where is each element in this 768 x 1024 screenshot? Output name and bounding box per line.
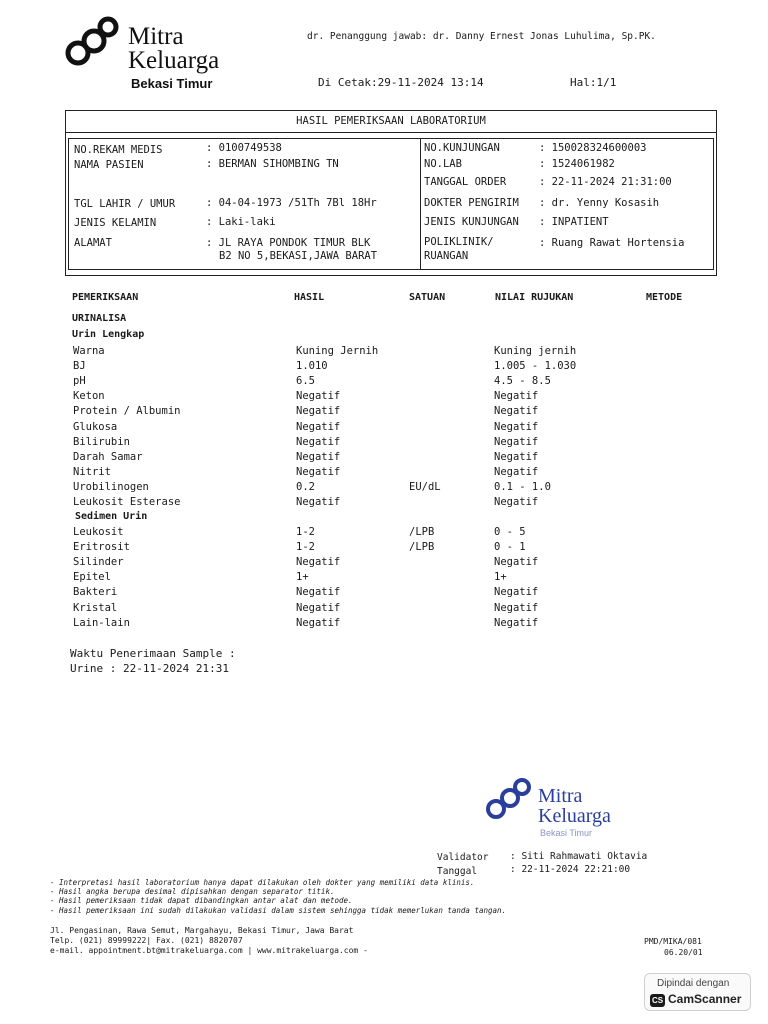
sedimen-unit: /LPB: [409, 526, 435, 538]
footer-code-2: 06.20/01: [664, 948, 703, 957]
referring-doctor-label: DOKTER PENGIRIM: [424, 197, 519, 209]
gender-value: : Laki-laki: [206, 216, 276, 228]
patient-info-box: [65, 110, 717, 276]
urin-name: Glukosa: [73, 420, 118, 433]
urin-ref: Negatif: [494, 496, 539, 508]
urin-result: Negatif: [296, 450, 341, 463]
validated-date-value: : 22-11-2024 22:21:00: [510, 864, 631, 875]
urin-name: Leukosit Esterase: [73, 496, 181, 508]
camscanner-line-1: Dipindai dengan: [657, 978, 730, 989]
sedimen-name: Silinder: [73, 556, 124, 569]
note-2: - Hasil angka berupa desimal dipisahkan dengan separator titik.: [50, 887, 335, 896]
urin-result: Negatif: [296, 420, 341, 433]
urin-name: Warna: [73, 345, 105, 357]
sedimen-ref: 0 - 5: [494, 526, 526, 538]
sedimen-ref: Negatif: [494, 586, 539, 599]
lab-number-value: : 1524061982: [539, 158, 615, 170]
medical-record-label: NO.REKAM MEDIS: [74, 144, 163, 156]
urin-ref: Negatif: [494, 435, 539, 448]
info-divider: [420, 139, 421, 269]
visit-number-value: : 150028324600003: [539, 142, 647, 154]
sedimen-result: 1-2: [296, 541, 315, 554]
sedimen-result: Negatif: [296, 586, 341, 599]
note-1: - Interpretasi hasil laboratorium hanya dapat dilakukan oleh dokter yang memiliki data klinis.: [50, 878, 475, 887]
sample-time-label: Waktu Penerimaan Sample :: [70, 647, 236, 660]
visit-type-label: JENIS KUNJUNGAN: [424, 216, 519, 228]
footer-address: Jl. Pengasinan, Rawa Semut, Margahayu, Bekasi Timur, Jawa Barat: [50, 926, 354, 935]
address-label: ALAMAT: [74, 237, 112, 249]
sedimen-ref: Negatif: [494, 616, 539, 629]
urin-name: Nitrit: [73, 465, 111, 478]
sedimen-name: Bakteri: [73, 586, 118, 599]
sedimen-name: Kristal: [73, 601, 118, 614]
col-nilai-rujukan: NILAI RUJUKAN: [495, 292, 574, 303]
sedimen-ref: 0 - 1: [494, 541, 526, 554]
stamp-logo: [484, 776, 536, 824]
sedimen-unit: /LPB: [409, 541, 435, 554]
order-date-value: : 22-11-2024 21:31:00: [539, 176, 672, 188]
note-4: - Hasil pemeriksaan ini sudah dilakukan validasi dalam sistem sehingga tidak memerlukan tanda tangan.: [50, 906, 507, 915]
col-satuan: SATUAN: [409, 292, 446, 303]
address-value: : JL RAYA PONDOK TIMUR BLK: [206, 237, 371, 249]
urin-ref: Negatif: [494, 390, 539, 403]
note-3: - Hasil pemeriksaan tidak dapat dibandingkan antar alat dan metode.: [50, 896, 353, 905]
urin-unit: EU/dL: [409, 480, 441, 493]
sedimen-ref: Negatif: [494, 601, 539, 614]
urin-result: Negatif: [296, 405, 341, 418]
sedimen-result: 1+: [296, 571, 309, 584]
clinic-label: POLIKLINIK/: [424, 236, 494, 248]
birth-date-label: TGL LAHIR / UMUR: [74, 198, 176, 210]
urin-name: Keton: [73, 390, 105, 403]
section-urin-lengkap: Urin Lengkap: [72, 329, 145, 340]
urin-name: BJ: [73, 360, 86, 373]
urin-result: Negatif: [296, 465, 341, 478]
col-hasil: HASIL: [294, 292, 325, 303]
footer-phone: Telp. (021) 89999222| Fax. (021) 8820707: [50, 936, 243, 945]
page-number: Hal:1/1: [570, 76, 617, 89]
logo-branch: Bekasi Timur: [131, 76, 213, 91]
sedimen-result: Negatif: [296, 556, 341, 569]
urin-result: 6.5: [296, 375, 315, 388]
urin-ref: Negatif: [494, 405, 539, 418]
sedimen-name: Epitel: [73, 571, 111, 584]
stamp-logo-icon: [484, 776, 536, 824]
sample-time-value: Urine : 22-11-2024 21:31: [70, 662, 229, 675]
validated-date-label: Tanggal: [437, 866, 478, 877]
camscanner-line-2: CamScanner: [668, 992, 742, 1006]
footer-code-1: PMD/MIKA/081: [644, 937, 702, 946]
urin-ref: Negatif: [494, 465, 539, 478]
patient-info-inner: [68, 138, 714, 270]
birth-date-value: : 04-04-1973 /51Th 7Bl 18Hr: [206, 197, 377, 209]
urin-name: Protein / Albumin: [73, 405, 181, 418]
camscanner-icon: CS: [651, 996, 664, 1005]
urin-result: Negatif: [296, 390, 341, 403]
responsible-doctor: dr. Penanggung jawab: dr. Danny Ernest Jonas Luhulima, Sp.PK.: [307, 31, 656, 42]
lab-number-label: NO.LAB: [424, 158, 462, 170]
patient-name-value: : BERMAN SIHOMBING TN: [206, 158, 339, 170]
urin-ref: 4.5 - 8.5: [494, 375, 551, 388]
sedimen-name: Eritrosit: [73, 541, 130, 554]
sedimen-name: Leukosit: [73, 526, 124, 538]
urin-result: 1.010: [296, 360, 328, 373]
validator-label: Validator: [437, 852, 489, 863]
urin-ref: 0.1 - 1.0: [494, 480, 551, 493]
hospital-logo: [64, 15, 124, 70]
visit-type-value: : INPATIENT: [539, 216, 609, 228]
clinic-value: : Ruang Rawat Hortensia: [539, 237, 685, 249]
urin-name: pH: [73, 375, 86, 388]
logo-mark-icon: [64, 15, 124, 70]
logo-name: Mitra: [128, 23, 184, 50]
urin-name: Darah Samar: [73, 450, 143, 463]
medical-record-value: : 0100749538: [206, 142, 282, 154]
urin-result: Negatif: [296, 435, 341, 448]
urin-name: Bilirubin: [73, 435, 130, 448]
sedimen-result: Negatif: [296, 616, 341, 629]
col-pemeriksaan: PEMERIKSAAN: [72, 292, 139, 303]
sedimen-result: Negatif: [296, 601, 341, 614]
urin-result: Kuning Jernih: [296, 345, 379, 357]
gender-label: JENIS KELAMIN: [74, 217, 157, 229]
sedimen-ref: 1+: [494, 571, 507, 584]
camscanner-badge: [644, 973, 751, 1011]
address-value-2: B2 NO 5,BEKASI,JAWA BARAT: [219, 250, 378, 262]
urin-ref: 1.005 - 1.030: [494, 360, 577, 373]
footer-email: e-mail. appointment.bt@mitrakeluarga.com | www.mitrakeluarga.com -: [50, 946, 368, 955]
stamp-name-2: Keluarga: [538, 805, 611, 827]
validator-value: : Siti Rahmawati Oktavia: [510, 851, 648, 862]
report-title: HASIL PEMERIKSAAN LABORATORIUM: [66, 111, 716, 133]
stamp-name: Mitra: [538, 785, 583, 807]
col-metode: METODE: [646, 292, 683, 303]
logo-name-2: Keluarga: [128, 47, 220, 74]
sedimen-ref: Negatif: [494, 556, 539, 569]
visit-number-label: NO.KUNJUNGAN: [424, 142, 500, 154]
sedimen-result: 1-2: [296, 526, 315, 538]
urin-ref: Kuning jernih: [494, 345, 577, 357]
clinic-label-2: RUANGAN: [424, 250, 469, 262]
urin-name: Urobilinogen: [73, 480, 149, 493]
sedimen-name: Lain-lain: [73, 616, 130, 629]
print-date: Di Cetak:29-11-2024 13:14: [318, 76, 484, 89]
urin-result: 0.2: [296, 480, 315, 493]
section-urinalisa: URINALISA: [72, 313, 127, 324]
urin-ref: Negatif: [494, 420, 539, 433]
section-sedimen: Sedimen Urin: [75, 511, 148, 522]
urin-ref: Negatif: [494, 450, 539, 463]
order-date-label: TANGGAL ORDER: [424, 176, 507, 188]
urin-result: Negatif: [296, 496, 341, 508]
patient-name-label: NAMA PASIEN: [74, 159, 144, 171]
referring-doctor-value: : dr. Yenny Kosasih: [539, 197, 660, 209]
stamp-branch: Bekasi Timur: [540, 828, 593, 838]
